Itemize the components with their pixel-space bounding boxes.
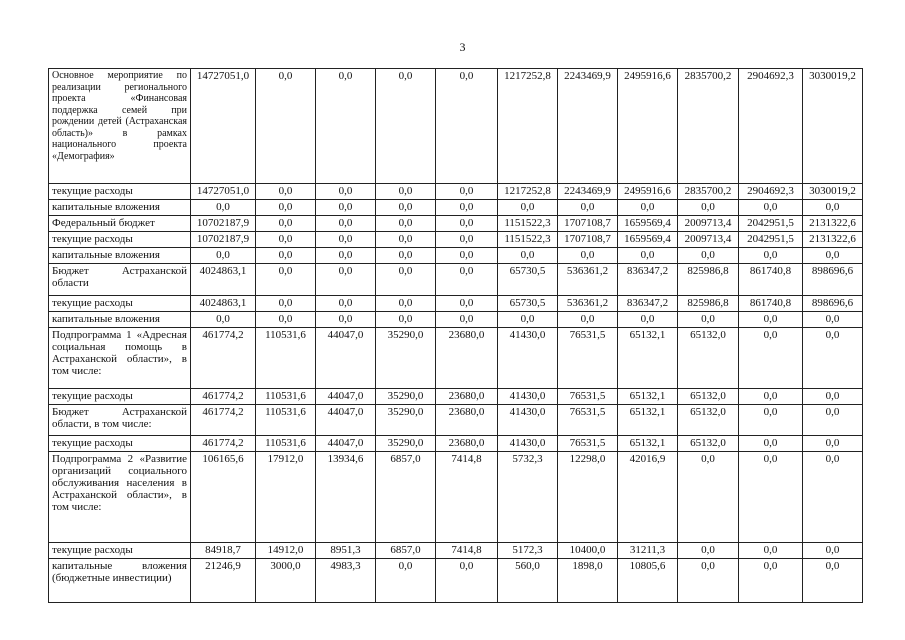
table-cell: 0,0	[803, 559, 863, 603]
table-cell: 65132,0	[678, 328, 739, 389]
table-cell: 3030019,2	[803, 184, 863, 200]
table-cell: 0,0	[436, 296, 498, 312]
table-row	[49, 405, 863, 436]
row-label: Подпрограмма 2 «Развитие организаций социального обслуживания населения в Астраханской области», в том числе:	[49, 452, 191, 543]
table-cell: 0,0	[803, 452, 863, 543]
table-cell: 2131322,6	[803, 216, 863, 232]
table-cell: 1707108,7	[558, 216, 618, 232]
row-label: капитальные вложения	[49, 248, 191, 264]
row-label: Бюджет Астраханской области, в том числе:	[49, 405, 191, 436]
table-cell: 0,0	[316, 69, 376, 184]
table-cell: 0,0	[256, 184, 316, 200]
table-cell: 2835700,2	[678, 184, 739, 200]
table-cell: 0,0	[256, 69, 316, 184]
table-row	[49, 543, 863, 559]
budget-table	[48, 68, 863, 603]
table-cell: 41430,0	[498, 405, 558, 436]
table-cell: 1898,0	[558, 559, 618, 603]
table-cell: 0,0	[256, 248, 316, 264]
table-cell: 536361,2	[558, 264, 618, 296]
table-cell: 13934,6	[316, 452, 376, 543]
table-cell: 0,0	[739, 248, 803, 264]
table-cell: 0,0	[316, 296, 376, 312]
table-cell: 0,0	[739, 328, 803, 389]
table-cell: 2243469,9	[558, 184, 618, 200]
table-cell: 1659569,4	[618, 232, 678, 248]
table-cell: 65132,0	[678, 389, 739, 405]
table-cell: 44047,0	[316, 328, 376, 389]
table-row	[49, 184, 863, 200]
table-cell: 35290,0	[376, 389, 436, 405]
table-cell: 861740,8	[739, 264, 803, 296]
table-cell: 0,0	[316, 216, 376, 232]
table-cell: 41430,0	[498, 436, 558, 452]
table-cell: 5172,3	[498, 543, 558, 559]
table-row	[49, 312, 863, 328]
row-label: Подпрограмма 1 «Адресная социальная помощь в Астраханской области», в том числе:	[49, 328, 191, 389]
table-cell: 0,0	[376, 312, 436, 328]
table-row	[49, 216, 863, 232]
table-cell: 898696,6	[803, 296, 863, 312]
table-cell: 0,0	[803, 405, 863, 436]
table-cell: 5732,3	[498, 452, 558, 543]
table-cell: 110531,6	[256, 328, 316, 389]
table-cell: 2835700,2	[678, 69, 739, 184]
table-cell: 0,0	[739, 200, 803, 216]
table-cell: 65132,1	[618, 436, 678, 452]
table-cell: 21246,9	[191, 559, 256, 603]
table-cell: 2009713,4	[678, 216, 739, 232]
table-cell: 0,0	[436, 216, 498, 232]
table-cell: 0,0	[436, 264, 498, 296]
table-cell: 0,0	[376, 264, 436, 296]
page-number: 3	[459, 40, 466, 54]
table-cell: 65730,5	[498, 296, 558, 312]
table-cell: 1151522,3	[498, 216, 558, 232]
table-cell: 0,0	[803, 200, 863, 216]
table-cell: 461774,2	[191, 389, 256, 405]
table-cell: 65132,1	[618, 328, 678, 389]
table-cell: 0,0	[498, 312, 558, 328]
table-cell: 35290,0	[376, 436, 436, 452]
table-cell: 110531,6	[256, 389, 316, 405]
table-row	[49, 389, 863, 405]
table-cell: 0,0	[256, 264, 316, 296]
table-cell: 110531,6	[256, 405, 316, 436]
table-cell: 0,0	[498, 248, 558, 264]
table-cell: 10805,6	[618, 559, 678, 603]
table-cell: 0,0	[191, 312, 256, 328]
table-cell: 1151522,3	[498, 232, 558, 248]
table-cell: 65132,1	[618, 389, 678, 405]
table-cell: 0,0	[558, 312, 618, 328]
table-cell: 23680,0	[436, 436, 498, 452]
table-cell: 12298,0	[558, 452, 618, 543]
row-label: текущие расходы	[49, 436, 191, 452]
table-cell: 536361,2	[558, 296, 618, 312]
table-cell: 0,0	[803, 248, 863, 264]
row-label: текущие расходы	[49, 184, 191, 200]
table-cell: 76531,5	[558, 389, 618, 405]
table-cell: 8951,3	[316, 543, 376, 559]
table-cell: 0,0	[436, 200, 498, 216]
table-cell: 2131322,6	[803, 232, 863, 248]
table-cell: 898696,6	[803, 264, 863, 296]
table-cell: 0,0	[376, 216, 436, 232]
table-cell: 0,0	[678, 248, 739, 264]
table-cell: 1707108,7	[558, 232, 618, 248]
table-cell: 0,0	[256, 216, 316, 232]
table-cell: 2042951,5	[739, 216, 803, 232]
table-cell: 0,0	[678, 543, 739, 559]
table-cell: 76531,5	[558, 405, 618, 436]
table-cell: 6857,0	[376, 543, 436, 559]
table-cell: 65730,5	[498, 264, 558, 296]
table-cell: 3030019,2	[803, 69, 863, 184]
table-cell: 17912,0	[256, 452, 316, 543]
table-cell: 14727051,0	[191, 69, 256, 184]
table-cell: 0,0	[436, 232, 498, 248]
table-cell: 0,0	[316, 248, 376, 264]
table-cell: 41430,0	[498, 389, 558, 405]
table-cell: 2009713,4	[678, 232, 739, 248]
table-cell: 10702187,9	[191, 216, 256, 232]
table-row	[49, 232, 863, 248]
table-cell: 65132,1	[618, 405, 678, 436]
table-cell: 0,0	[618, 200, 678, 216]
table-cell: 0,0	[376, 232, 436, 248]
row-label: капитальные вложения	[49, 312, 191, 328]
table-cell: 0,0	[498, 200, 558, 216]
table-cell: 836347,2	[618, 264, 678, 296]
table-cell: 461774,2	[191, 405, 256, 436]
table-cell: 0,0	[256, 200, 316, 216]
table-cell: 1217252,8	[498, 69, 558, 184]
row-label: капитальные вложения	[49, 200, 191, 216]
table-cell: 0,0	[678, 312, 739, 328]
table-cell: 0,0	[436, 312, 498, 328]
table-cell: 44047,0	[316, 405, 376, 436]
table-cell: 836347,2	[618, 296, 678, 312]
table-cell: 0,0	[618, 312, 678, 328]
table-cell: 2904692,3	[739, 69, 803, 184]
table-cell: 10400,0	[558, 543, 618, 559]
table-cell: 0,0	[739, 452, 803, 543]
table-cell: 0,0	[316, 232, 376, 248]
table-row	[49, 296, 863, 312]
table-cell: 0,0	[376, 200, 436, 216]
table-cell: 84918,7	[191, 543, 256, 559]
table-cell: 0,0	[803, 312, 863, 328]
table-cell: 0,0	[376, 559, 436, 603]
row-label: Федеральный бюджет	[49, 216, 191, 232]
table-cell: 2042951,5	[739, 232, 803, 248]
row-label: текущие расходы	[49, 232, 191, 248]
table-cell: 4024863,1	[191, 264, 256, 296]
table-cell: 76531,5	[558, 436, 618, 452]
table-cell: 14727051,0	[191, 184, 256, 200]
table-cell: 0,0	[618, 248, 678, 264]
table-cell: 560,0	[498, 559, 558, 603]
table-cell: 1217252,8	[498, 184, 558, 200]
table-cell: 0,0	[678, 200, 739, 216]
table-cell: 0,0	[376, 184, 436, 200]
table-row	[49, 248, 863, 264]
table-row	[49, 328, 863, 389]
table-cell: 65132,0	[678, 436, 739, 452]
table-cell: 0,0	[803, 389, 863, 405]
table-cell: 0,0	[436, 69, 498, 184]
table-cell: 0,0	[739, 559, 803, 603]
table-row	[49, 200, 863, 216]
table-cell: 0,0	[739, 543, 803, 559]
table-cell: 6857,0	[376, 452, 436, 543]
table-cell: 2495916,6	[618, 184, 678, 200]
table-cell: 31211,3	[618, 543, 678, 559]
table-row	[49, 559, 863, 603]
table-cell: 0,0	[436, 184, 498, 200]
table-cell: 10702187,9	[191, 232, 256, 248]
table-cell: 0,0	[256, 296, 316, 312]
table-cell: 0,0	[436, 248, 498, 264]
table-cell: 0,0	[436, 559, 498, 603]
table-cell: 23680,0	[436, 405, 498, 436]
row-label: Бюджет Астраханской области	[49, 264, 191, 296]
table-cell: 0,0	[316, 184, 376, 200]
table-cell: 0,0	[558, 248, 618, 264]
table-row	[49, 452, 863, 543]
row-label: текущие расходы	[49, 389, 191, 405]
table-cell: 42016,9	[618, 452, 678, 543]
table-cell: 0,0	[376, 248, 436, 264]
row-label: капитальные вложения (бюджетные инвестиции)	[49, 559, 191, 603]
table-cell: 44047,0	[316, 389, 376, 405]
table-cell: 0,0	[316, 264, 376, 296]
table-row	[49, 264, 863, 296]
table-cell: 41430,0	[498, 328, 558, 389]
table-cell: 0,0	[376, 69, 436, 184]
table-cell: 35290,0	[376, 328, 436, 389]
table-cell: 44047,0	[316, 436, 376, 452]
row-label: Основное мероприятие по реализации регионального проекта «Финансовая поддержка семей при рождении детей (Астраханская область)» в рамках национального проекта «Демография»	[49, 69, 191, 184]
table-cell: 461774,2	[191, 328, 256, 389]
table-cell: 861740,8	[739, 296, 803, 312]
row-label: текущие расходы	[49, 296, 191, 312]
table-cell: 35290,0	[376, 405, 436, 436]
table-cell: 110531,6	[256, 436, 316, 452]
table-cell: 825986,8	[678, 264, 739, 296]
table-cell: 23680,0	[436, 389, 498, 405]
table-cell: 0,0	[803, 543, 863, 559]
table-cell: 0,0	[678, 452, 739, 543]
table-cell: 0,0	[739, 312, 803, 328]
table-cell: 2904692,3	[739, 184, 803, 200]
table-cell: 0,0	[316, 200, 376, 216]
table-cell: 4024863,1	[191, 296, 256, 312]
table-cell: 14912,0	[256, 543, 316, 559]
table-cell: 7414,8	[436, 452, 498, 543]
table-cell: 7414,8	[436, 543, 498, 559]
table-cell: 0,0	[316, 312, 376, 328]
table-cell: 2243469,9	[558, 69, 618, 184]
table-cell: 4983,3	[316, 559, 376, 603]
table-cell: 825986,8	[678, 296, 739, 312]
table-cell: 0,0	[803, 328, 863, 389]
table-cell: 0,0	[803, 436, 863, 452]
table-cell: 76531,5	[558, 328, 618, 389]
table-cell: 65132,0	[678, 405, 739, 436]
table-cell: 0,0	[739, 389, 803, 405]
table-cell: 3000,0	[256, 559, 316, 603]
row-label: текущие расходы	[49, 543, 191, 559]
table-row	[49, 69, 863, 184]
table-cell: 0,0	[739, 405, 803, 436]
table-cell: 23680,0	[436, 328, 498, 389]
table-cell: 461774,2	[191, 436, 256, 452]
table-cell: 0,0	[558, 200, 618, 216]
table-cell: 0,0	[191, 248, 256, 264]
table-cell: 0,0	[191, 200, 256, 216]
table-cell: 106165,6	[191, 452, 256, 543]
table-row	[49, 436, 863, 452]
table-cell: 0,0	[678, 559, 739, 603]
table-cell: 0,0	[376, 296, 436, 312]
table-cell: 0,0	[256, 312, 316, 328]
table-cell: 2495916,6	[618, 69, 678, 184]
table-cell: 1659569,4	[618, 216, 678, 232]
table-cell: 0,0	[739, 436, 803, 452]
table-cell: 0,0	[256, 232, 316, 248]
